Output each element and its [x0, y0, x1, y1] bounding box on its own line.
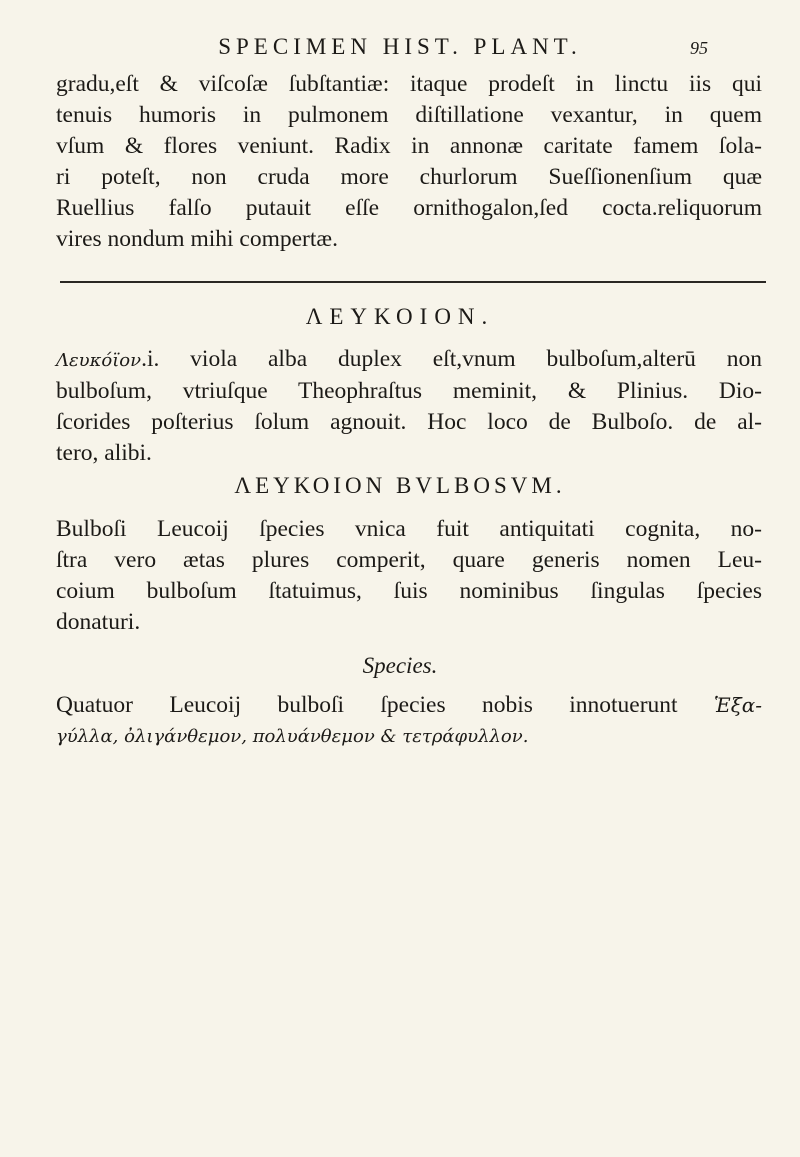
paragraph-leukoion: [56, 344, 762, 469]
species-heading: Species.: [362, 653, 438, 678]
running-head: SPECIMEN HIST. PLANT.: [218, 34, 582, 59]
paragraph-1: [56, 69, 762, 255]
section-divider: [60, 281, 766, 283]
paragraph-species: [56, 690, 762, 752]
paragraph-leukoion-bulbosum: [56, 514, 762, 638]
text-line: Ruellius falſo putauit eſſe ornithogalon,ſed cocta.reliquorum: [56, 195, 762, 221]
section-heading-leukoion-bulbosum: ΛΕΥΚΟΙΟΝ BVLBOSVM.: [234, 473, 566, 498]
text-line: [56, 690, 762, 721]
text-line: vſum & flores veniunt. Radix in annonæ caritate famem ſola-: [56, 133, 762, 159]
text-line: ſtra vero ætas plures comperit, quare generis nomen Leu-: [56, 547, 762, 573]
text-line: gradu,eſt & viſcoſæ ſubſtantiæ: itaque prodeſt in linctu iis qui: [56, 71, 762, 97]
text-run: Quatuor Leucoij bulboſi ſpecies nobis innotuerunt: [56, 692, 678, 718]
greek-word: Λευκόϊον: [56, 350, 142, 371]
text-line: ri poteſt, non cruda more churlorum Sueſſionenſium quæ: [56, 164, 762, 190]
greek-word: Ἑξα-: [713, 693, 762, 717]
text-line: vires nondum mihi compertæ.: [56, 226, 338, 252]
greek-line: γύλλα, ὀλιγάνθεμον, πολυάνθεμον & τετράφυλλον.: [56, 726, 529, 747]
text-line: donaturi.: [56, 609, 141, 635]
text-line: bulboſum, vtriuſque Theophraſtus meminit, & Plinius. Dio-: [56, 378, 762, 404]
page-number: 95: [690, 38, 708, 58]
text-line: tenuis humoris in pulmonem diſtillatione vexantur, in quem: [56, 102, 762, 128]
text-line: tero, alibi.: [56, 440, 152, 466]
text-line: Bulboſi Leucoij ſpecies vnica fuit antiquitati cognita, no-: [56, 516, 762, 542]
text-run: .i. viola alba duplex eſt,vnum bulboſum,alterū non: [141, 346, 762, 372]
text-line: [56, 344, 762, 376]
text-line: ſcorides poſterius ſolum agnouit. Hoc loco de Bulboſo. de al-: [56, 409, 762, 435]
section-heading-leukoion: ΛΕΥΚΟΙΟΝ.: [305, 304, 495, 329]
text-line: coium bulboſum ſtatuimus, ſuis nominibus ſingulas ſpecies: [56, 578, 762, 604]
